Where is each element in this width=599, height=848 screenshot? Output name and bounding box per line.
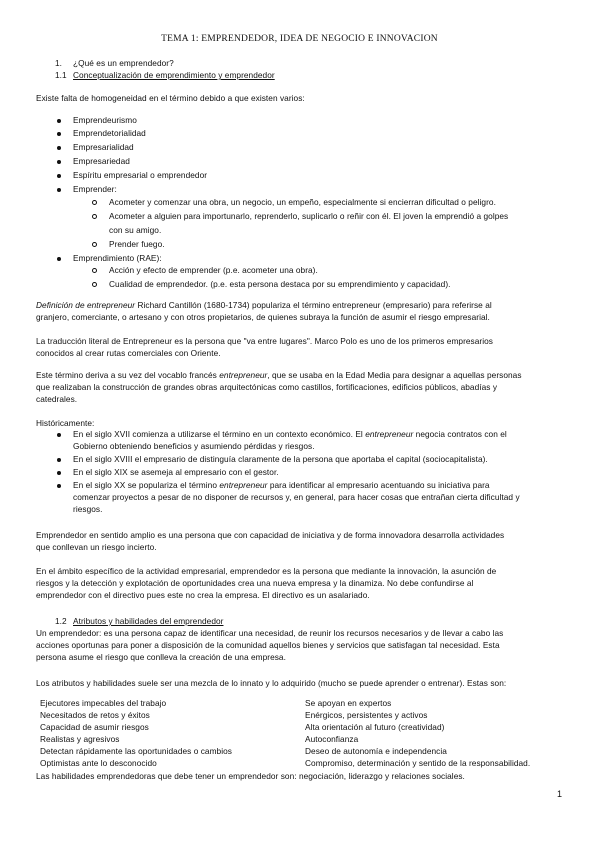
- list-item: Espíritu empresarial o emprendedor: [73, 170, 208, 180]
- paragraph-line: La traducción literal de Entrepreneur es la persona que "va entre lugares". Marco Polo es uno de los primeros empresarios: [36, 336, 493, 346]
- italic-term: Definición de entrepreneur: [36, 300, 136, 310]
- circle-bullet-icon: [92, 268, 97, 273]
- attribute-left: Detectan rápidamente las oportunidades o cambios: [40, 746, 232, 756]
- text-run: En el siglo XVII comienza a utilizarse el término en un contexto económico. El: [73, 429, 366, 439]
- history-item-continuation: riesgos.: [73, 504, 103, 514]
- text-run: negocia contratos con el: [413, 429, 507, 439]
- paragraph-line: que realizaban la construcción de grandes obras arquitectónicas como castillos, fortificaciones, edificios públicos, abadías y: [36, 382, 498, 392]
- paragraph-line: acciones oportunas para poner a disposición de la comunidad aquellos bienes y servicios que satisfagan tal necesidad. Esta: [36, 640, 500, 650]
- historicamente-heading: Históricamente:: [36, 418, 95, 428]
- history-item: En el siglo XVIII el empresario de distinguía claramente de la persona que aportaba el capital (sociocapitalista).: [73, 454, 488, 464]
- subsection-number: 1.1: [55, 70, 67, 80]
- bullet-icon: [57, 146, 61, 150]
- attribute-right: Se apoyan en expertos: [305, 698, 392, 708]
- bullet-icon: [57, 471, 61, 475]
- paragraph-line: persona asume el riesgo que conlleva la creación de una empresa.: [36, 652, 286, 662]
- intro-paragraph: Existe falta de homogeneidad en el término debido a que existen varios:: [36, 93, 305, 103]
- section-number: 1.: [55, 58, 63, 68]
- bullet-icon: [57, 174, 61, 178]
- bullet-icon: [57, 484, 61, 488]
- text-run: En el siglo XX se populariza el término: [73, 480, 220, 490]
- history-item: [73, 480, 490, 491]
- sub-list-item: Acometer y comenzar una obra, un negocio, un empeño, especialmente si encierran dificultad o peligro.: [109, 197, 496, 207]
- list-item: Empresariedad: [73, 156, 130, 166]
- history-item-continuation: Gobierno obteniendo beneficios y asumiendo pérdidas y riesgos.: [73, 441, 315, 451]
- attribute-left: Capacidad de asumir riesgos: [40, 722, 149, 732]
- paragraph-line: riesgos y la detección y explotación de oportunidades crea una nueva empresa y la dinamiza. No debe confundirse al: [36, 578, 474, 588]
- attributes-intro: Los atributos y habilidades suele ser una mezcla de lo innato y lo adquirido (mucho se puede aprender o entrenar). Estas son:: [36, 678, 507, 688]
- list-item: Emprendimiento (RAE):: [73, 253, 162, 263]
- history-item-continuation: comenzar proyectos a pesar de no disponer de recursos y, en general, para hacer cosas que entrañan cierta dificultad y: [73, 492, 520, 502]
- text-run: para identificar al empresario acentuando su iniciativa para: [267, 480, 490, 490]
- section-heading: ¿Qué es un emprendedor?: [73, 58, 174, 68]
- list-item: Emprendeurismo: [73, 115, 137, 125]
- habilidades-paragraph: Las habilidades emprendedoras que debe tener un emprendedor son: negociación, liderazgo y relaciones sociales.: [36, 771, 465, 781]
- subsection-heading: Atributos y habilidades del emprendedor: [73, 616, 224, 626]
- attribute-right: Deseo de autonomía e independencia: [305, 746, 447, 756]
- sub-list-item-continuation: con su amigo.: [109, 225, 162, 235]
- attribute-left: Realistas y agresivos: [40, 734, 120, 744]
- cantillon-paragraph-line: [36, 300, 492, 311]
- sub-list-item: Acometer a alguien para importunarlo, reprenderlo, suplicarlo o reñir con él. El joven la emprendió a golpes: [109, 211, 509, 221]
- bullet-icon: [57, 119, 61, 123]
- bullet-icon: [57, 458, 61, 462]
- bullet-icon: [57, 257, 61, 261]
- page-number: 1: [557, 789, 563, 799]
- attribute-right: Compromiso, determinación y sentido de la responsabilidad.: [305, 758, 531, 768]
- paragraph-line: Emprendedor en sentido amplio es una persona que con capacidad de iniciativa y de forma innovadora desarrolla actividades: [36, 530, 505, 540]
- paragraph-line: emprendedor con el directivo pues este no crea la empresa. El directivo es un asalariado.: [36, 590, 370, 600]
- circle-bullet-icon: [92, 214, 97, 219]
- sub-list-item: Acción y efecto de emprender (p.e. acometer una obra).: [109, 265, 318, 275]
- bullet-icon: [57, 433, 61, 437]
- paragraph-line: Un emprendedor: es una persona capaz de identificar una necesidad, de reunir los recursos necesarios y de llevar a cabo las: [36, 628, 504, 638]
- attribute-right: Enérgicos, persistentes y activos: [305, 710, 428, 720]
- italic-term: entrepreneur: [219, 370, 268, 380]
- text-run: Richard Cantillón (1680-1734) populariza el término entrepreneur (empresario) para referirse al: [135, 300, 492, 310]
- paragraph-line: [36, 370, 522, 381]
- attribute-left: Ejecutores impecables del trabajo: [40, 698, 167, 708]
- subsection-number: 1.2: [55, 616, 67, 626]
- list-item: Emprender:: [73, 184, 117, 194]
- paragraph-line: catedrales.: [36, 394, 78, 404]
- history-item: [73, 429, 507, 440]
- paragraph-line: que conllevan un riesgo incierto.: [36, 542, 157, 552]
- list-item: Emprendetorialidad: [73, 128, 146, 138]
- paragraph-line: En el ámbito específico de la actividad empresarial, emprendedor es la persona que mediante la innovación, la asunción de: [36, 566, 497, 576]
- attribute-left: Necesitados de retos y éxitos: [40, 710, 150, 720]
- bullet-icon: [57, 160, 61, 164]
- cantillon-paragraph-line: granjero, comerciante, o artesano y con otros propietarios, de quienes subraya la función de asumir el riesgo empresarial.: [36, 312, 490, 322]
- circle-bullet-icon: [92, 242, 97, 247]
- history-item: En el siglo XIX se asemeja al empresario con el gestor.: [73, 467, 279, 477]
- bullet-icon: [57, 188, 61, 192]
- text-run: , que se usaba en la Edad Media para designar a aquellas personas: [267, 370, 522, 380]
- attribute-right: Autoconfianza: [305, 734, 359, 744]
- circle-bullet-icon: [92, 200, 97, 205]
- sub-list-item: Cualidad de emprendedor. (p.e. esta persona destaca por su emprendimiento y capacidad).: [109, 279, 451, 289]
- list-item: Empresarialidad: [73, 142, 134, 152]
- italic-term: entrepreneur: [219, 480, 268, 490]
- document-title: TEMA 1: EMPRENDEDOR, IDEA DE NEGOCIO E INNOVACION: [161, 34, 438, 44]
- italic-term: entrepreneur: [365, 429, 414, 439]
- subsection-heading: Conceptualización de emprendimiento y emprendedor: [73, 70, 275, 80]
- attribute-right: Alta orientación al futuro (creatividad): [305, 722, 445, 732]
- bullet-icon: [57, 132, 61, 136]
- attribute-left: Optimistas ante lo desconocido: [40, 758, 157, 768]
- paragraph-line: conocidos al crear rutas comerciales con Oriente.: [36, 348, 221, 358]
- text-run: Este término deriva a su vez del vocablo francés: [36, 370, 220, 380]
- circle-bullet-icon: [92, 282, 97, 287]
- sub-list-item: Prender fuego.: [109, 239, 165, 249]
